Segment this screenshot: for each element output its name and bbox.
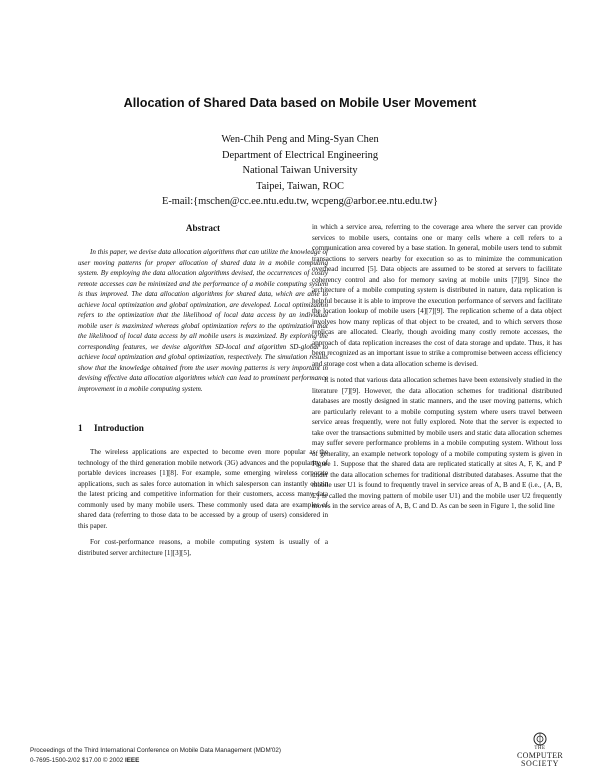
author-email: E-mail:{mschen@cc.ee.ntu.edu.tw, wcpeng@arbor.ee.ntu.edu.tw} bbox=[162, 196, 438, 207]
author-department: Department of Electrical Engineering bbox=[221, 149, 379, 161]
footer-proceedings: Proceedings of the Third International Conference on Mobile Data Management (MDM'02) bbox=[30, 747, 281, 754]
logo-line-the: THE bbox=[534, 746, 546, 751]
author-university: National Taiwan University bbox=[242, 165, 358, 176]
computer-society-logo bbox=[500, 732, 580, 772]
intro-paragraph-1: The wireless applications are expected to become even more popular as the technology of the third generation mobile network (3G) advances and the popularity of portable devices increases [1][8]. For example, some emerging wireless corporate applications, such as sales force automation in which salesperson can instantly obtain the latest pricing and competitive information for their customers, access many data commonly used by many mobile users. These commonly used data are examples of shared data (referring to those data to be accessed by a group of users) considered in this paper. bbox=[78, 448, 328, 530]
computer-society-emblem-icon bbox=[531, 732, 549, 746]
footer-ieee: IEEE bbox=[124, 757, 140, 764]
author-location: Taipei, Taiwan, ROC bbox=[256, 180, 344, 192]
page-footer bbox=[30, 746, 281, 766]
abstract-heading: Abstract bbox=[185, 223, 221, 233]
section-number: 1 bbox=[78, 423, 83, 433]
left-column bbox=[78, 222, 328, 564]
footer-isbn: 0-7695-1500-2/02 $17.00 © 2002 bbox=[30, 757, 124, 764]
author-block bbox=[0, 132, 600, 210]
intro-paragraph-2: For cost-performance reasons, a mobile computing system is usually of a distributed server architecture [1][3][5], bbox=[78, 538, 328, 557]
right-column bbox=[312, 222, 562, 518]
author-names: Wen-Chih Peng and Ming-Syan Chen bbox=[221, 134, 379, 145]
logo-line-society: SOCIETY bbox=[521, 759, 559, 768]
section-heading-introduction bbox=[78, 422, 328, 434]
footer-isbn-line bbox=[30, 756, 281, 766]
logo-line-computer: COMPUTER bbox=[517, 751, 563, 760]
section-title: Introduction bbox=[94, 423, 144, 433]
paper-title: Allocation of Shared Data based on Mobile User Movement bbox=[123, 96, 477, 110]
abstract-body: In this paper, we devise data allocation algorithms that can utilize the knowledge of user moving patterns for proper allocation of shared data in a mobile computing system. By employing the data allocation algorithms devised, the occurrences of costly remote accesses can be minimized and the performance of a mobile computing system is thus improved. The data allocation algorithms for shared data, which are able to achieve local optimization and global optimization, are developed. Local optimization refers to the optimization that the likelihood of local data access by an individual mobile user is maximized whereas global optimization refers to the optimization that the likelihood of local data access by all mobile users is maximized. By exploring the corresponding features, we devise algorithm SD-local and algorithm SD-global to achieve local optimization and global optimization, respectively. The simulation results show that the knowledge obtained from the user moving patterns is very important in devising effective data allocation algorithms which can lead to prominent performance improvement in a mobile computing system. bbox=[78, 248, 328, 393]
right-paragraph-2: It is noted that various data allocation schemes have been extensively studied in the literature [7][9]. However, the data allocation schemes for traditional distributed databases are mostly designed in static manners, and the user moving patterns, which are particularly relevant to a mobile computing system where users travel between service areas frequently, were not fully explored. Note that the server is expected to take over the transactions submitted by mobile users and static data allocation schemes may suffer severe performance problems in a mobile computing system. Without loss of generality, an example network topology of a mobile computing system is given in Figure 1. Suppose that the shared data are replicated statically at sites A, F, K, and P under the data allocation schemes for traditional distributed databases. Assume that the mobile user U1 is found to frequently travel in service areas of A, B and E (i.e., {A, B, E} is called the moving pattern of mobile user U1) and the mobile user U2 frequently moves in the service areas of A, B, C and D. As can be seen in Figure 1, the solid line bbox=[312, 376, 562, 510]
right-paragraph-1: in which a service area, referring to the coverage area where the server can provide services to mobile users, contains one or many cells where a cell refers to a communication area covered by a base station. In general, mobile users tend to submit transactions to servers nearby for execution so as to minimize the communication overhead incurred [5]. Data objects are assumed to be stored at servers to facilitate coherency control and also for memory saving at mobile units [7][9]. Since the architecture of a mobile computing system is distributed in nature, data replication is helpful because it is able to improve the execution performance of servers and facilitate the location lookup of mobile users [4][7][9]. The replication scheme of a data object involves how many replicas of that object to be created, and to which servers those replicas are allocated. Clearly, though avoiding many costly remote accesses, the approach of data replication increases the cost of data storage and update. Thus, it has been recognized as an important issue to strike a compromise between access efficiency and storage cost when a data allocation scheme is devised. bbox=[312, 223, 562, 368]
